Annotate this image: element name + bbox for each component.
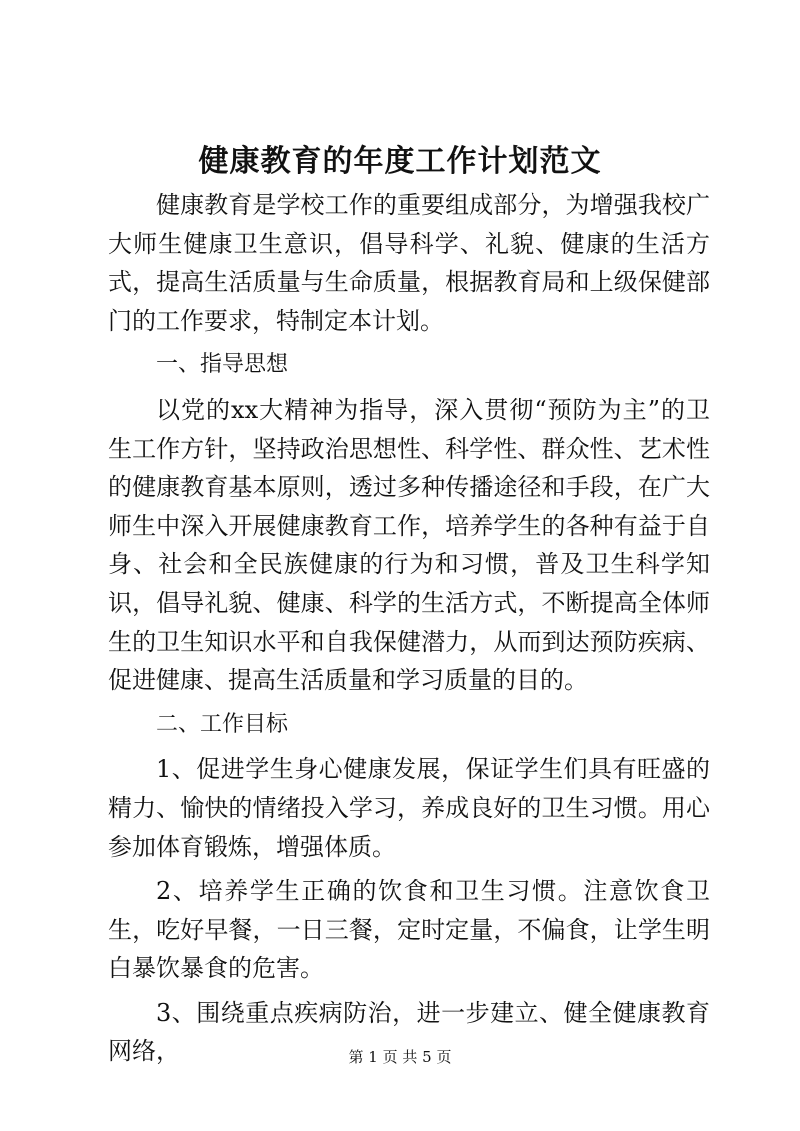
intro-paragraph: 健康教育是学校工作的重要组成部分，为增强我校广大师生健康卫生意识，倡导科学、礼貌、健康的生活方式，提高生活质量与生命质量，根据教育局和上级保健部门的工作要求，特制定本计划。 (108, 191, 710, 335)
guiding-thought-paragraph: 以党的xx大精神为指导，深入贯彻“预防为主”的卫生工作方针，坚持政治思想性、科学性、群众性、艺术性的健康教育基本原则，透过多种传播途径和手段，在广大师生中深入开展健康教育工作，培养学生的各种有益于自身、社会和全民族健康的行为和习惯，普及卫生科学知识，倡导礼貌、健康、科学的生活方式，不断提高全体师生的卫生知识水平和自我保健潜力，从而到达预防疾病、促进健康、提高生活质量和学习质量的目的。 (108, 395, 710, 695)
page-number-footer: 第 1 页 共 5 页 (348, 1048, 452, 1066)
goal-item: 1、促进学生身心健康发展，保证学生们具有旺盛的精力、愉快的情绪投入学习，养成良好的卫生习惯。用心参加体育锻炼，增强体质。 (108, 755, 710, 861)
goal-item: 2、培养学生正确的饮食和卫生习惯。注意饮食卫生，吃好早餐，一日三餐，定时定量，不偏食，让学生明白暴饮暴食的危害。 (108, 877, 710, 983)
section-heading-guiding-thought: 一、指导思想 (156, 352, 289, 378)
document-title: 健康教育的年度工作计划范文 (198, 144, 602, 179)
document-body (108, 186, 710, 1071)
section-heading-work-goals: 二、工作目标 (156, 711, 289, 737)
goal-item: 3、围绕重点疾病防治，进一步建立、健全健康教育网络， (108, 998, 710, 1066)
